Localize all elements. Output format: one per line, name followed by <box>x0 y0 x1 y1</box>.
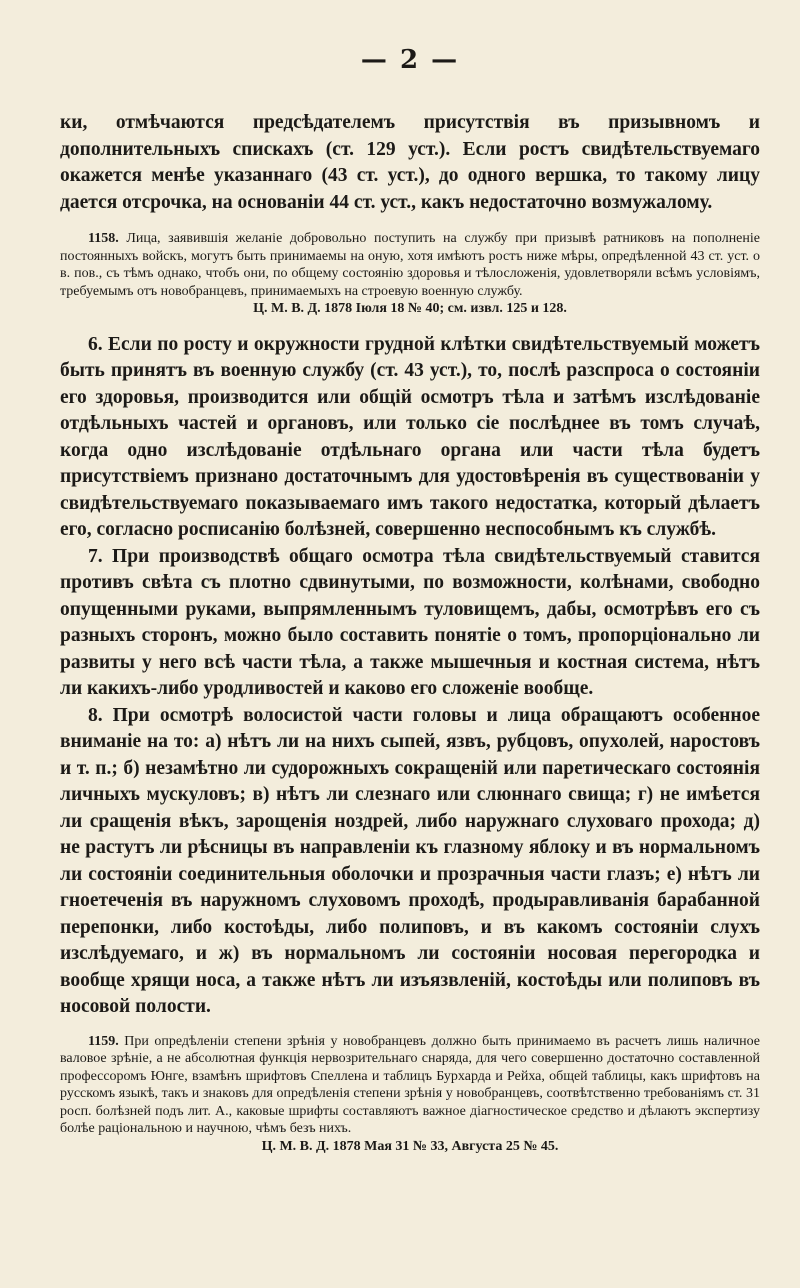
paragraph-continuation: ки, отмѣчаются предсѣдателемъ присутствія въ призывномъ и дополнительныхъ спискахъ (ст. 129 уст.). Если ростъ свидѣтельствуемаго окажется менѣе указаннаго (43 ст. уст.), до одного вершка, то такому лицу дается отсрочка, на основаніи 44 ст. уст., какъ недостаточно возмужалому. <box>60 112 760 213</box>
note-citation: Ц. М. В. Д. 1878 Іюля 18 № 40; см. извл. 125 и 128. <box>253 301 567 316</box>
paragraph-7: 7. При производствѣ общаго осмотра тѣла свидѣтельствуемый ставится противъ свѣта съ плотно сдвинутыми, по возможности, колѣнами, свободно опущенными руками, выпрямленнымъ туловищемъ, дабы, осмотрѣвъ его съ разныхъ сторонъ, можно было составить понятіе о томъ, пропорціонально ли развиты у него всѣ части тѣла, а также мышечныя и костная система, нѣтъ ли какихъ-либо уродливостей и каково его сложеніе вообще. <box>60 545 760 699</box>
note-text: Лица, заявившія желаніе добровольно поступить на службу при призывѣ ратниковъ на пополненіе постоянныхъ войскъ, могутъ быть принимаемы на оную, хотя имѣютъ ростъ ниже мѣры, опредѣленной 43 ст. уст. о в. пов., съ тѣмъ однако, чтобъ они, по общему состоянію здоровья и тѣлосложенія, удовлетворяли всѣмъ условіямъ, требуемымъ отъ новобранцевъ, принимаемыхъ на строевую военную службу. <box>60 231 760 299</box>
paragraph-6: 6. Если по росту и окружности грудной клѣтки свидѣтельствуемый можетъ быть принятъ въ военную службу (ст. 43 уст.), то, послѣ разспроса о состояніи его здоровья, производится или общій осмотръ тѣла и затѣмъ изслѣдованіе отдѣльныхъ частей и органовъ, или только сіе послѣднее въ томъ случаѣ, когда одно изслѣдованіе отдѣльнаго органа или части тѣла будетъ присутствіемъ признано достаточнымъ для удостовѣренія въ существованіи у свидѣтельствуемаго показываемаго имъ такого недостатка, который дѣлаетъ его, согласно росписанію болѣзней, совершенно неспособнымъ къ службѣ. <box>60 333 760 540</box>
page-number: — 2 — <box>360 45 460 75</box>
paragraph-8: 8. При осмотрѣ волосистой части головы и лица обращаютъ особенное вниманіе на то: а) нѣтъ ли на нихъ сыпей, язвъ, рубцовъ, опухолей, наростовъ и т. п.; б) незамѣтно ли судорожныхъ сокращеній или паретическаго состоянія личныхъ мускуловъ; в) нѣтъ ли слезнаго или слюннаго свища; г) не имѣется ли сращенія вѣкъ, зарощенія ноздрей, либо наружнаго слуховаго прохода; д) не растутъ ли рѣсницы въ направленіи къ глазному яблоку и въ нормальномъ ли состояніи соединительныя оболочки и прозрачныя части глазъ; е) нѣтъ ли гноетеченія въ наружномъ слуховомъ проходѣ, продыравливанія барабанной перепонки, либо костоѣды, либо полиповъ, и въ какомъ состояніи слухъ изслѣдуемаго, и ж) въ нормальномъ ли состояніи носовая перегородка и вообще хрящи носа, а также нѣтъ ли изъязвленій, костоѣды или полиповъ въ носовой полости. <box>60 704 760 1017</box>
note-1158 <box>60 230 760 318</box>
note-1159 <box>60 1033 760 1156</box>
note-citation: Ц. М. В. Д. 1878 Мая 31 № 33, Августа 25 № 45. <box>261 1138 559 1154</box>
note-text: При опредѣленіи степени зрѣнія у новобранцевъ должно быть принимаемо въ расчетъ лишь наличное валовое зрѣніе, а не абсолютная функція нервозрительнаго снаряда, для чего совершенно достаточно составленной профессоромъ Юнге, взамѣнъ шрифтовъ Спеллена и таблицъ Бурхарда и Рейха, общей таблицы, какъ шрифтовъ на русскомъ языкѣ, такъ и знаковъ для опредѣленія степени зрѣнія у новобранцевъ, соотвѣтственно требованіямъ ст. 31 росп. болѣзней подъ лит. А., каковые шрифты составляютъ важное діагностическое средство и дѣлаютъ экспертизу болѣе раціональною и научною, чѣмъ безъ нихъ. <box>60 1033 760 1136</box>
note-number: 1159. <box>88 1033 119 1049</box>
note-number: 1158. <box>88 231 119 246</box>
